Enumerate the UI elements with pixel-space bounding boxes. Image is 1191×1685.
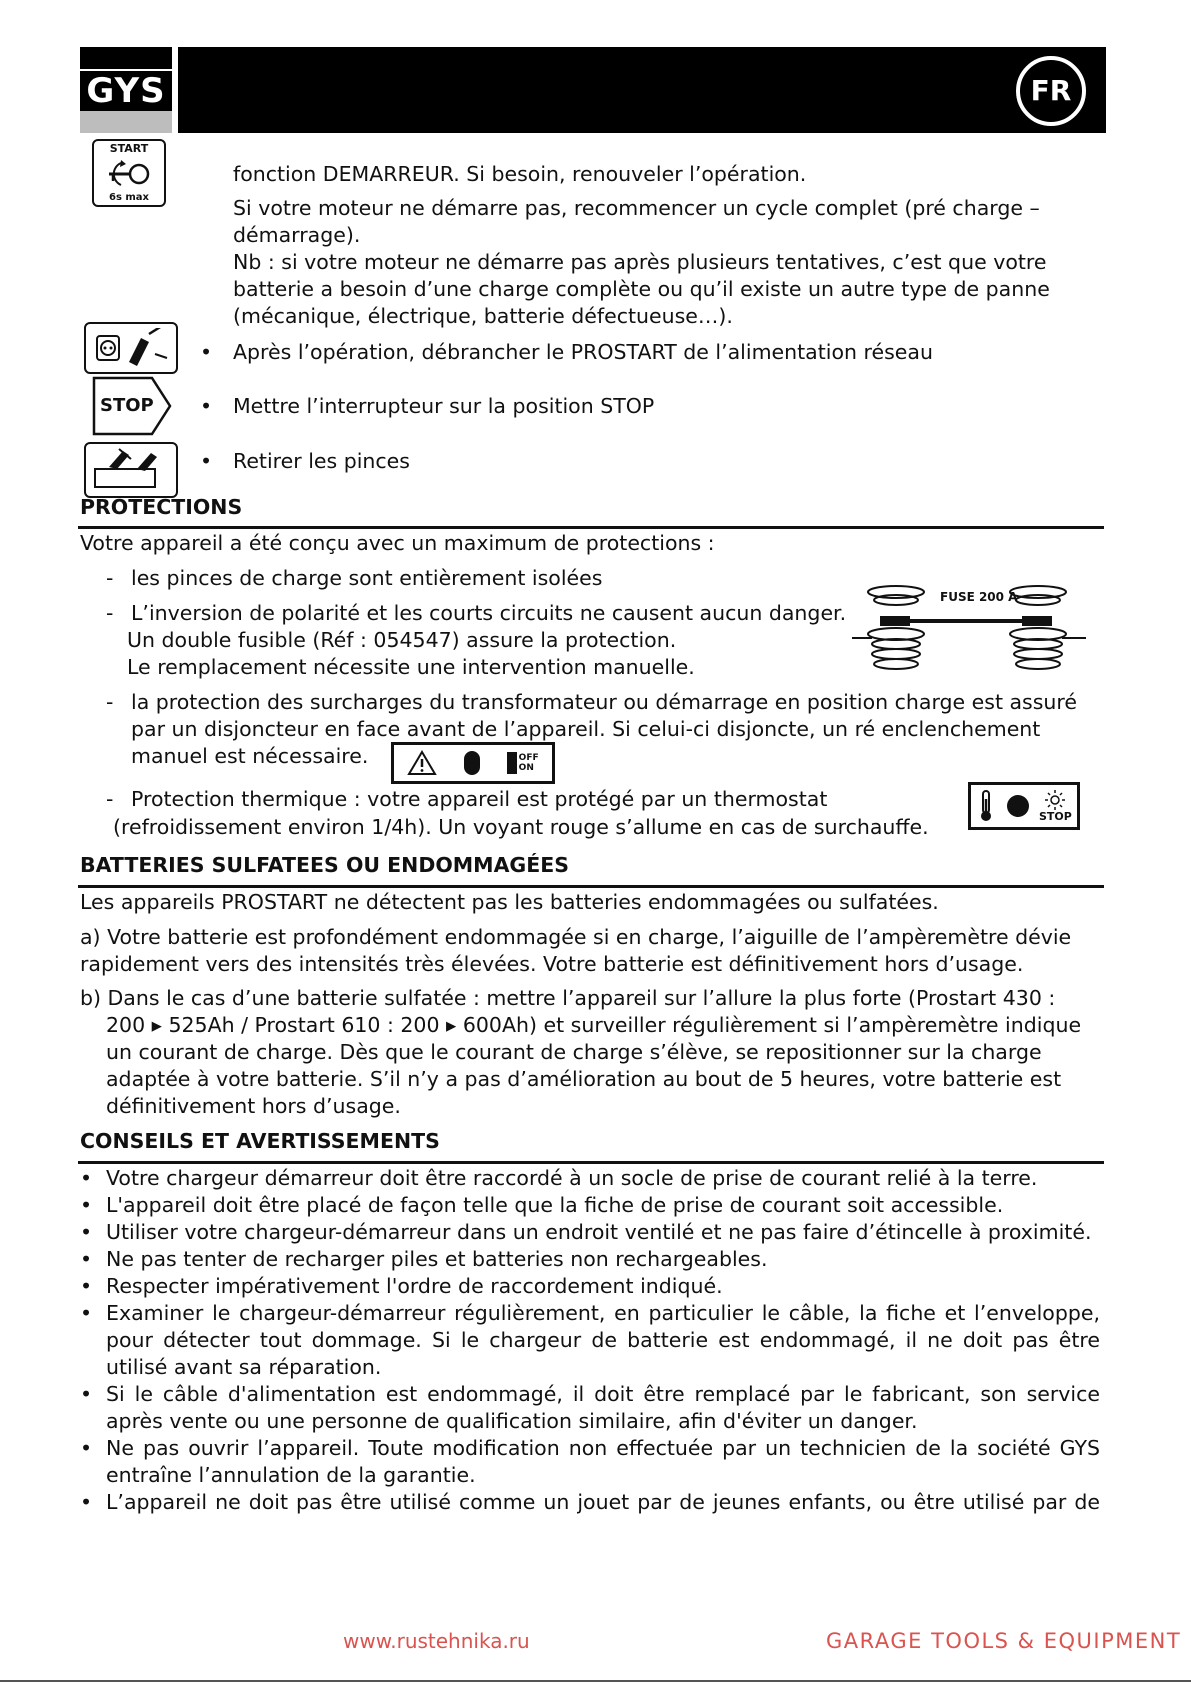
section-divider [78, 885, 1104, 888]
list-item: • Ne pas tenter de recharger piles et batteries non rechargeables. [80, 1247, 768, 1271]
bullet-marker: • [200, 449, 213, 473]
switch-off-label: OFF [518, 753, 539, 763]
batteries-heading: BATTERIES SULFATEES OU ENDOMMAGÉES [80, 853, 570, 877]
top-line-2: Si votre moteur ne démarre pas, recommencer un cycle complet (pré charge – démarrage). [233, 196, 1040, 247]
stop-icon [92, 376, 172, 436]
switch-icon [507, 752, 539, 774]
dash-marker: - [106, 566, 114, 590]
protection-item-2b: Un double fusible (Réf : 054547) assure la protection. [127, 628, 677, 652]
list-item: • Utiliser votre chargeur-démarreur dans un endroit ventilé et ne pas faire d’étincelle à proximité. [80, 1220, 1092, 1244]
page-header [80, 47, 1106, 133]
protection-item-3: la protection des surcharges du transformateur ou démarrage en position charge est assuré par un disjoncteur en face avant de l’appareil. Si celui-ci disjoncte, un ré enclenchement manuel est nécessaire. [131, 690, 1078, 768]
thermometer-icon [976, 789, 996, 823]
protections-heading: PROTECTIONS [80, 495, 243, 519]
sun-icon [1044, 789, 1066, 811]
stop-instruction: Mettre l’interrupteur sur la position STOP [233, 394, 655, 418]
section-divider [78, 1161, 1104, 1164]
conseils-heading: CONSEILS ET AVERTISSEMENTS [80, 1129, 440, 1153]
bullet-marker: • [200, 340, 213, 364]
top-line-3: Nb : si votre moteur ne démarre pas après plusieurs tentatives, c’est que votre batterie a besoin d’une charge complète ou qu’il existe un autre type de panne (mécanique, électrique, batterie défectueuse…). [233, 250, 1050, 328]
thermal-panel-icon [968, 782, 1080, 830]
stop-label: STOP [100, 395, 154, 416]
list-item: • Respecter impérativement l'ordre de raccordement indiqué. [80, 1274, 723, 1298]
breaker-button-icon [464, 751, 480, 775]
top-line-1: fonction DEMARREUR. Si besoin, renouveler l’opération. [233, 162, 807, 186]
protection-item-1: les pinces de charge sont entièrement isolées [131, 566, 603, 590]
bullet-marker: • [200, 394, 213, 418]
thermal-led-icon [1007, 795, 1029, 817]
list-item: • Examiner le chargeur-démarreur régulièrement, en particulier le câble, la fiche et l’enveloppe, pour détecter tout dommage. Si le chargeur de batterie est endommagé, il ne doit pas être utilisé avant sa réparation. [80, 1301, 1100, 1379]
protection-item-2c: Le remplacement nécessite une intervention manuelle. [127, 655, 695, 679]
language-badge: FR [1016, 56, 1086, 126]
batteries-item-b1: b) Dans le cas d’une batterie sulfatée : mettre l’appareil sur l’allure la plus forte (Prostart 430 : [80, 986, 1056, 1010]
protection-item-2: L’inversion de polarité et les courts circuits ne causent aucun danger. [131, 601, 847, 625]
conseils-list [80, 1165, 1100, 1516]
remove-clamps-icon [84, 442, 178, 498]
batteries-item-b2: 200 ▸ 525Ah / Prostart 610 : 200 ▸ 600Ah) et surveiller régulièrement si l’ampèremètre indique un courant de charge. Dès que le courant de charge s’élève, se repositionner sur la charge adaptée à votre batterie. S’il n’y a pas d’amélioration au bout de 5 heures, votre batterie est définitivement hors d’usage. [106, 1013, 1082, 1118]
footer-tagline: GARAGE TOOLS & EQUIPMENT [826, 1629, 1182, 1653]
footer-url-link[interactable]: www.rustehnika.ru [343, 1629, 530, 1653]
warning-icon [407, 750, 437, 776]
protection-item-4b: (refroidissement environ 1/4h). Un voyant rouge s’allume en cas de surchauffe. [113, 815, 929, 839]
batteries-item-a: a) Votre batterie est profondément endommagée si en charge, l’aiguille de l’ampèremètre dévie rapidement vers des intensités très élevées. Votre batterie est définitivement hors d’usage. [80, 925, 1072, 976]
batteries-intro: Les appareils PROSTART ne détectent pas les batteries endommagées ou sulfatées. [80, 890, 939, 914]
list-item: • Votre chargeur démarreur doit être raccordé à un socle de prise de courant relié à la terre. [80, 1166, 1038, 1190]
dash-marker: - [106, 787, 114, 811]
key-icon [99, 159, 159, 189]
logo-text: GYS [80, 71, 172, 111]
unplug-instruction: Après l’opération, débrancher le PROSTART de l’alimentation réseau [233, 340, 933, 364]
protection-item-4: Protection thermique : votre appareil est protégé par un thermostat [131, 787, 828, 811]
breaker-panel-icon [391, 742, 555, 784]
thermal-stop-label: STOP [1038, 810, 1072, 823]
list-item: • Ne pas ouvrir l’appareil. Toute modification non effectuée par un technicien de la société GYS entraîne l’annulation de la garantie. [80, 1436, 1100, 1487]
fuse-label: FUSE 200 A [940, 590, 1018, 604]
fuse-diagram [852, 584, 1086, 680]
list-item: • L’appareil ne doit pas être utilisé comme un jouet par de jeunes enfants, ou être utilisé par de [80, 1490, 1100, 1514]
clamps-instruction: Retirer les pinces [233, 449, 410, 473]
section-divider [78, 526, 1104, 529]
unplug-icon [84, 322, 178, 374]
dash-marker: - [106, 601, 114, 625]
list-item: • L'appareil doit être placé de façon telle que la fiche de prise de courant soit accessible. [80, 1193, 1004, 1217]
list-item: • Si le câble d'alimentation est endommagé, il doit être remplacé par le fabricant, son service après vente ou une personne de qualification similaire, afin d'éviter un danger. [80, 1382, 1100, 1433]
dash-marker: - [106, 690, 114, 714]
footer-divider [0, 1680, 1191, 1682]
protections-intro: Votre appareil a été conçu avec un maximum de protections : [80, 531, 715, 555]
switch-on-label: ON [518, 763, 534, 773]
start-label: START [109, 142, 149, 155]
start-key-icon [92, 139, 166, 207]
gys-logo [80, 47, 176, 133]
start-time-label: 6s max [108, 192, 149, 203]
